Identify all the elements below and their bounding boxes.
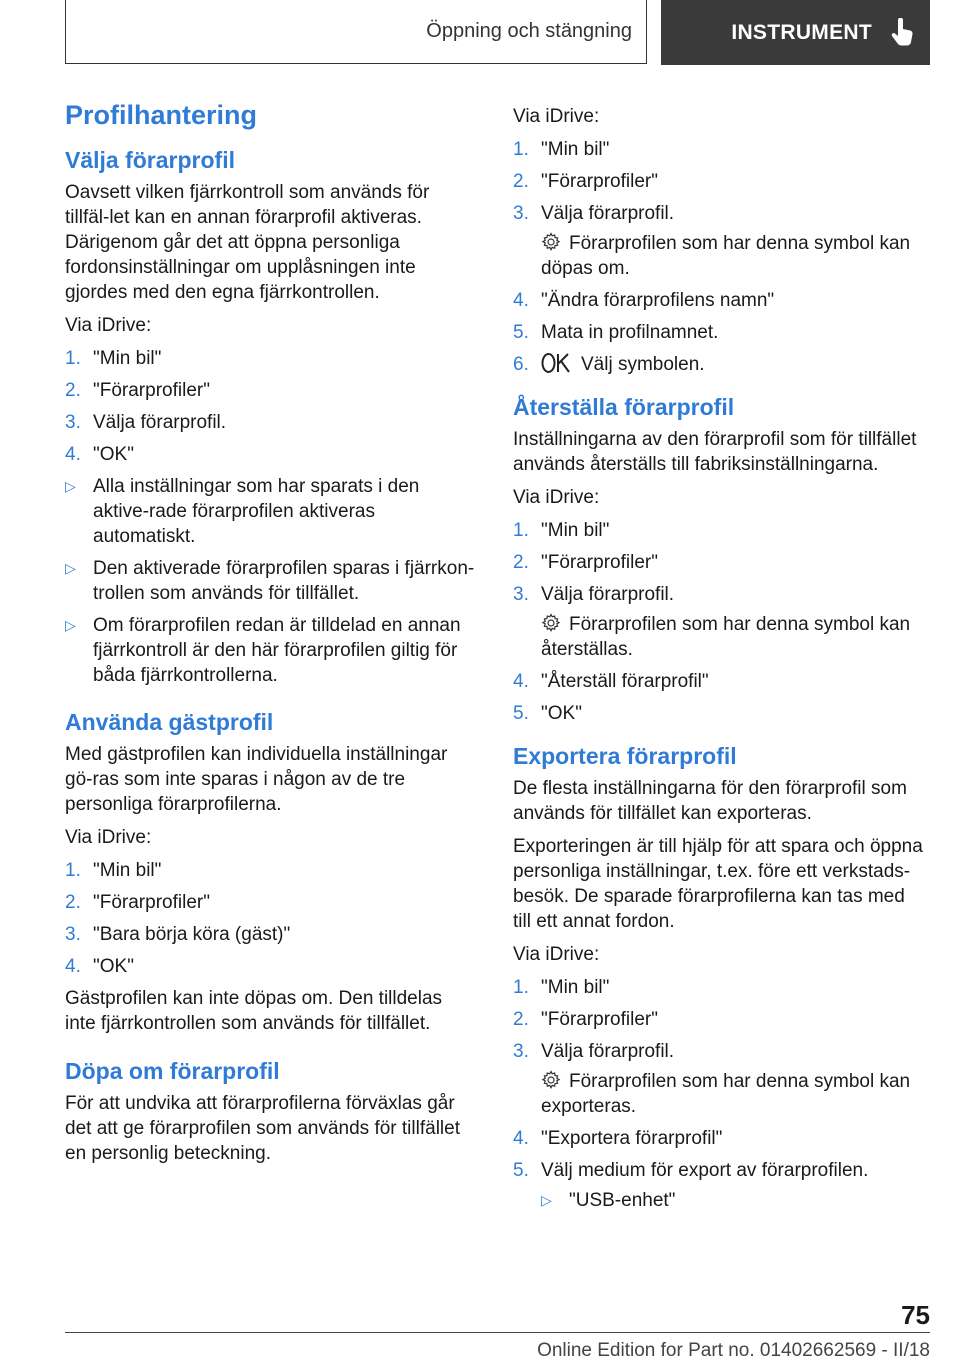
- triangle-bullet-icon: ▷: [65, 560, 76, 576]
- list-item: 3. Välja förarprofil.: [513, 584, 675, 605]
- via-idrive: Via iDrive:: [513, 487, 600, 508]
- paragraph: Exporteringen är till hjälp för att spara och öppna personliga inställningar, t.ex. före ett verkstads-besök. De sparade förarprofilerna kan tas med till ett annat fordon.: [513, 836, 923, 932]
- heading-reset-profile: Återställa förarprofil: [513, 394, 735, 420]
- page-number: 75: [901, 1300, 930, 1330]
- list-item: 3. Välja förarprofil.: [513, 1041, 675, 1062]
- chapter-title: INSTRUMENT: [731, 20, 872, 44]
- via-idrive: Via iDrive:: [513, 106, 600, 127]
- list-item: 1. "Min bil": [513, 977, 610, 998]
- list-item: 1. "Min bil": [513, 520, 610, 541]
- list-item: 4. "Ändra förarprofilens namn": [513, 290, 775, 311]
- sub-bullet-item: ▷ "USB-enhet": [541, 1190, 676, 1211]
- steps-list: [65, 346, 477, 467]
- steps-list: [513, 1126, 928, 1183]
- steps-list: [65, 858, 477, 979]
- ok-icon: [541, 352, 571, 374]
- hand-pointer-icon: [890, 18, 916, 48]
- bullet-item: ▷ Alla inställningar som har sparats i den aktive-rade förarprofilen aktiveras automatiskt.: [65, 476, 420, 547]
- symbol-note: Förarprofilen som har denna symbol kan exporteras.: [541, 1071, 911, 1117]
- section-tab: [65, 0, 647, 64]
- bullet-list: [65, 474, 477, 688]
- list-item: 2. "Förarprofiler": [65, 380, 210, 401]
- paragraph: De flesta inställningarna för den förarprofil som används för tillfället kan exporteras.: [513, 778, 907, 824]
- paragraph: Oavsett vilken fjärrkontroll som används för tillfäl-let kan en annan förarprofil aktiveras. Därigenom går det att öppna personliga fordonsinställningar om upplåsningen inte gjordes med den egna fjärrkontrollen.: [65, 182, 430, 303]
- via-idrive: Via iDrive:: [65, 315, 152, 336]
- gear-icon: [541, 1070, 561, 1090]
- list-item: 5. Välj medium för export av förarprofilen.: [513, 1160, 869, 1181]
- triangle-bullet-icon: ▷: [65, 617, 76, 633]
- symbol-note: Förarprofilen som har denna symbol kan döpas om.: [541, 233, 911, 279]
- bullet-item: ▷ Om förarprofilen redan är tilldelad en annan fjärrkontroll är den här förarprofilen giltig för båda fjärrkontrollerna.: [65, 615, 461, 686]
- list-item: 3. Välja förarprofil.: [65, 412, 227, 433]
- list-item: 2. "Förarprofiler": [513, 552, 658, 573]
- paragraph: Med gästprofilen kan individuella inställningar gö-ras som inte sparas i någon av de tre personliga förarprofilerna.: [65, 744, 448, 815]
- list-item: 2. "Förarprofiler": [65, 892, 210, 913]
- list-item: 2. "Förarprofiler": [513, 171, 658, 192]
- list-item: 5. Mata in profilnamnet.: [513, 322, 719, 343]
- heading-guest-profile: Använda gästprofil: [65, 709, 274, 735]
- footer-divider: [65, 1332, 930, 1333]
- list-item: 5. "OK": [513, 703, 582, 724]
- list-item: 6. Välj symbolen.: [513, 354, 705, 375]
- list-item: 4. "OK": [65, 444, 134, 465]
- steps-list: [513, 975, 928, 1064]
- left-column: [65, 100, 477, 1174]
- list-item: 2. "Förarprofiler": [513, 1009, 658, 1030]
- list-item: 3. Välja förarprofil.: [513, 203, 675, 224]
- list-item: 1. "Min bil": [65, 348, 162, 369]
- section-title: Öppning och stängning: [426, 20, 632, 42]
- chapter-tab: [661, 0, 930, 65]
- via-idrive: Via iDrive:: [513, 944, 600, 965]
- list-item: 1. "Min bil": [65, 860, 162, 881]
- bullet-item: ▷ Den aktiverade förarprofilen sparas i fjärrkon-trollen som används för tillfället.: [65, 558, 475, 604]
- list-item: 3. "Bara börja köra (gäst)": [65, 924, 291, 945]
- via-idrive: Via iDrive:: [65, 827, 152, 848]
- page-title: Profilhantering: [65, 100, 258, 130]
- edition-text: Online Edition for Part no. 01402662569 - II/18: [537, 1340, 930, 1361]
- list-item: 4. "Återställ förarprofil": [513, 671, 709, 692]
- triangle-bullet-icon: ▷: [541, 1192, 552, 1208]
- paragraph: Inställningarna av den förarprofil som för tillfället används återställs till fabriksinställningarna.: [513, 429, 917, 475]
- heading-select-profile: Välja förarprofil: [65, 147, 235, 173]
- list-item: 1. "Min bil": [513, 139, 610, 160]
- steps-list: [513, 288, 928, 377]
- gear-icon: [541, 232, 561, 252]
- steps-list: [513, 518, 928, 607]
- right-column: [513, 104, 928, 1220]
- page-header: [65, 0, 930, 65]
- paragraph: För att undvika att förarprofilerna förväxlas går det att ge förarprofilen som används för tillfället en personlig beteckning.: [65, 1093, 460, 1164]
- symbol-note: Förarprofilen som har denna symbol kan återställas.: [541, 614, 911, 660]
- gear-icon: [541, 613, 561, 633]
- steps-list: [513, 669, 928, 726]
- heading-export-profile: Exportera förarprofil: [513, 743, 737, 769]
- list-item: 4. "OK": [65, 956, 134, 977]
- triangle-bullet-icon: ▷: [65, 478, 76, 494]
- list-item: 4. "Exportera förarprofil": [513, 1128, 723, 1149]
- steps-list: [513, 137, 928, 226]
- paragraph: Gästprofilen kan inte döpas om. Den tilldelas inte fjärrkontrollen som används för tillfället.: [65, 988, 443, 1034]
- heading-rename-profile: Döpa om förarprofil: [65, 1058, 280, 1084]
